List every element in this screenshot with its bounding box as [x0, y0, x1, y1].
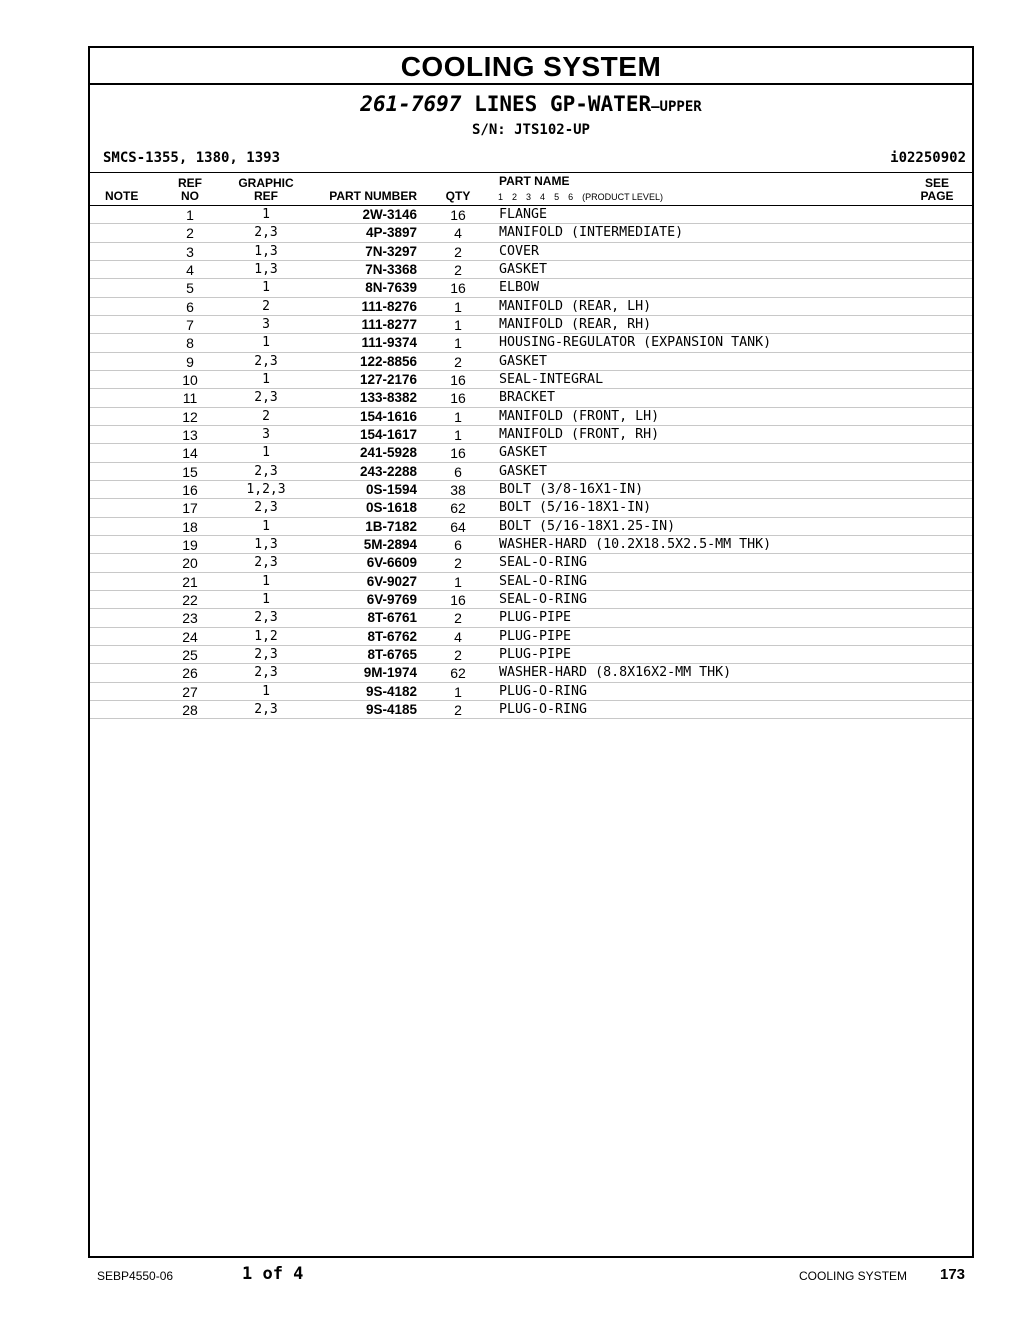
graphic-ref-cell: 1 — [262, 591, 270, 607]
ref-no-cell: 21 — [182, 573, 198, 590]
qty-cell: 1 — [454, 298, 462, 315]
ref-no-cell: 13 — [182, 426, 198, 443]
part-name-cell: MANIFOLD (REAR, LH) — [499, 298, 652, 314]
ref-no-cell: 17 — [182, 500, 198, 517]
graphic-ref-cell: 1,3 — [254, 243, 278, 259]
ref-no-cell: 14 — [182, 445, 198, 462]
part-number-cell: 7N-3297 — [365, 243, 417, 259]
part-number-cell: 111-8276 — [361, 298, 417, 314]
part-name-cell: GASKET — [499, 445, 548, 461]
group-name: LINES GP-WATER — [474, 92, 652, 116]
level-1: 1 — [498, 192, 504, 202]
header-divider — [90, 172, 972, 173]
table-row — [90, 628, 972, 646]
part-name-cell: ELBOW — [499, 280, 540, 296]
part-name-cell: BOLT (3/8-16X1-IN) — [499, 481, 644, 497]
graphic-ref-cell: 3 — [262, 426, 270, 442]
graphic-ref-cell: 1 — [262, 335, 270, 351]
qty-cell: 2 — [454, 261, 462, 278]
graphic-ref-cell: 2,3 — [254, 500, 278, 516]
qty-cell: 2 — [454, 646, 462, 663]
graphic-ref-cell: 2,3 — [254, 665, 278, 681]
table-row — [90, 243, 972, 261]
table-row — [90, 554, 972, 572]
part-number-cell: 8T-6762 — [367, 628, 417, 644]
group-title — [90, 92, 972, 116]
graphic-ref-cell: 1,2,3 — [246, 481, 286, 497]
ref-no-cell: 26 — [182, 665, 198, 682]
footer-doc-id: SEBP4550-06 — [97, 1269, 174, 1283]
ref-no-cell: 16 — [182, 481, 198, 498]
part-number-cell: 9S-4185 — [365, 701, 417, 717]
qty-cell: 1 — [454, 316, 462, 333]
col-ref-bottom: NO — [181, 189, 199, 203]
qty-cell: 4 — [454, 628, 462, 645]
table-row — [90, 683, 972, 701]
ref-no-cell: 15 — [182, 463, 198, 480]
qty-cell: 16 — [450, 371, 466, 388]
ref-no-cell: 27 — [182, 683, 198, 700]
footer-page-of: 1 of 4 — [242, 1264, 304, 1284]
part-name-cell: PLUG-PIPE — [499, 628, 572, 644]
part-name-cell: BOLT (5/16-18X1.25-IN) — [499, 518, 676, 534]
qty-cell: 62 — [450, 500, 466, 517]
ref-no-cell: 1 — [186, 207, 194, 223]
ref-no-cell: 9 — [186, 353, 194, 370]
part-number-cell: 6V-6609 — [366, 555, 417, 571]
graphic-ref-cell: 1 — [262, 573, 270, 589]
qty-cell: 62 — [450, 665, 466, 682]
level-5: 5 — [554, 192, 560, 202]
graphic-ref-cell: 2 — [262, 408, 270, 424]
graphic-ref-cell: 1 — [262, 683, 270, 699]
part-number-cell: 111-9374 — [361, 335, 417, 351]
table-row — [90, 499, 972, 517]
qty-cell: 6 — [454, 463, 462, 480]
graphic-ref-cell: 1,3 — [254, 261, 278, 277]
part-name-cell: BOLT (5/16-18X1-IN) — [499, 500, 652, 516]
table-row — [90, 609, 972, 627]
levels-label: (PRODUCT LEVEL) — [582, 192, 663, 202]
part-name-cell: GASKET — [499, 261, 548, 277]
ref-no-cell: 5 — [186, 280, 194, 297]
qty-cell: 38 — [450, 481, 466, 498]
table-row — [90, 426, 972, 444]
col-note: NOTE — [105, 189, 139, 203]
table-row — [90, 664, 972, 682]
part-name-cell: GASKET — [499, 463, 548, 479]
part-number-cell: 8N-7639 — [365, 280, 417, 296]
level-4: 4 — [540, 192, 546, 202]
part-name-cell: BRACKET — [499, 390, 556, 406]
qty-cell: 16 — [450, 591, 466, 608]
part-name-cell: SEAL-O-RING — [499, 555, 588, 571]
part-name-cell: SEAL-O-RING — [499, 591, 588, 607]
ref-no-cell: 2 — [186, 225, 194, 242]
part-name-cell: PLUG-PIPE — [499, 610, 572, 626]
col-see-bottom: PAGE — [920, 189, 954, 203]
table-row — [90, 261, 972, 279]
qty-cell: 64 — [450, 518, 466, 535]
graphic-ref-cell: 2 — [262, 298, 270, 314]
ref-no-cell: 28 — [182, 701, 198, 718]
qty-cell: 2 — [454, 555, 462, 572]
part-number-cell: 111-8277 — [361, 316, 417, 332]
ref-no-cell: 12 — [182, 408, 198, 425]
part-number-cell: 6V-9769 — [366, 591, 417, 607]
part-number-cell: 8T-6761 — [367, 610, 417, 626]
qty-cell: 4 — [454, 225, 462, 242]
col-graphic-bottom: REF — [254, 189, 278, 203]
qty-cell: 16 — [450, 445, 466, 462]
parts-table — [90, 206, 972, 719]
illustration-id: i02250902 — [890, 150, 966, 166]
qty-cell: 2 — [454, 610, 462, 627]
graphic-ref-cell: 1,3 — [254, 536, 278, 552]
part-name-cell: MANIFOLD (FRONT, RH) — [499, 426, 660, 442]
graphic-ref-cell: 2,3 — [254, 701, 278, 717]
part-number-cell: 241-5928 — [359, 445, 417, 461]
ref-no-cell: 25 — [182, 646, 198, 663]
part-name-cell: GASKET — [499, 353, 548, 369]
qty-cell: 1 — [454, 408, 462, 425]
col-graphic-top: GRAPHIC — [238, 176, 294, 190]
table-row — [90, 316, 972, 334]
part-number-cell: 4P-3897 — [365, 225, 417, 241]
graphic-ref-cell: 2,3 — [254, 463, 278, 479]
level-3: 3 — [526, 192, 532, 202]
col-see-top: SEE — [924, 176, 949, 190]
parts-list-frame — [88, 46, 974, 1258]
group-suffix: —UPPER — [651, 99, 702, 115]
table-row — [90, 298, 972, 316]
part-name-cell: SEAL-INTEGRAL — [499, 371, 604, 387]
graphic-ref-cell: 2,3 — [254, 225, 278, 241]
table-row — [90, 481, 972, 499]
graphic-ref-cell: 2,3 — [254, 610, 278, 626]
table-row — [90, 334, 972, 352]
ref-no-cell: 6 — [186, 298, 194, 315]
graphic-ref-cell: 1 — [262, 371, 270, 387]
ref-no-cell: 18 — [182, 518, 198, 535]
ref-no-cell: 22 — [182, 591, 198, 608]
table-row — [90, 646, 972, 664]
graphic-ref-cell: 1 — [262, 445, 270, 461]
table-row — [90, 371, 972, 389]
graphic-ref-cell: 1 — [262, 280, 270, 296]
graphic-ref-cell: 1,2 — [254, 628, 278, 644]
part-number-cell: 154-1616 — [359, 408, 417, 424]
qty-cell: 16 — [450, 390, 466, 407]
graphic-ref-cell: 3 — [262, 316, 270, 332]
table-row — [90, 353, 972, 371]
part-name-cell: PLUG-PIPE — [499, 646, 572, 662]
level-2: 2 — [512, 192, 518, 202]
col-qty: QTY — [445, 189, 471, 203]
part-name-cell: MANIFOLD (INTERMEDIATE) — [499, 225, 684, 241]
table-row — [90, 224, 972, 242]
qty-cell: 2 — [454, 701, 462, 718]
qty-cell: 16 — [450, 280, 466, 297]
footer-section: COOLING SYSTEM — [799, 1269, 908, 1283]
graphic-ref-cell: 1 — [262, 518, 270, 534]
group-part-number: 261-7697 — [360, 92, 462, 116]
part-number-cell: 0S-1618 — [365, 500, 417, 516]
footer-page-number: 173 — [940, 1266, 966, 1283]
part-name-cell: PLUG-O-RING — [499, 701, 588, 717]
qty-cell: 1 — [454, 573, 462, 590]
part-number-cell: 1B-7182 — [365, 518, 417, 534]
part-number-cell: 154-1617 — [359, 426, 417, 442]
ref-no-cell: 4 — [186, 261, 194, 278]
part-name-cell: PLUG-O-RING — [499, 683, 588, 699]
graphic-ref-cell: 2,3 — [254, 646, 278, 662]
part-number-cell: 9S-4182 — [365, 683, 417, 699]
smcs-codes: SMCS-1355, 1380, 1393 — [103, 150, 281, 166]
ref-no-cell: 8 — [186, 335, 194, 352]
part-number-cell: 0S-1594 — [365, 481, 417, 497]
part-name-cell: MANIFOLD (REAR, RH) — [499, 316, 652, 332]
table-row — [90, 591, 972, 609]
part-number-cell: 8T-6765 — [367, 646, 417, 662]
qty-cell: 2 — [454, 353, 462, 370]
table-row — [90, 536, 972, 554]
ref-no-cell: 11 — [182, 390, 198, 407]
qty-cell: 2 — [454, 243, 462, 260]
part-number-cell: 122-8856 — [359, 353, 417, 369]
part-name-cell: FLANGE — [499, 207, 548, 222]
ref-no-cell: 7 — [186, 316, 194, 333]
part-number-cell: 133-8382 — [359, 390, 417, 406]
qty-cell: 1 — [454, 335, 462, 352]
part-number-cell: 5M-2894 — [363, 536, 417, 552]
col-part-number: PART NUMBER — [329, 189, 417, 203]
graphic-ref-cell: 2,3 — [254, 555, 278, 571]
col-ref-top: REF — [178, 176, 202, 190]
ref-no-cell: 3 — [186, 243, 194, 260]
ref-no-cell: 19 — [182, 536, 198, 553]
col-part-name: PART NAME — [499, 174, 570, 188]
part-name-cell: HOUSING-REGULATOR (EXPANSION TANK) — [499, 335, 772, 351]
title-divider — [90, 83, 972, 85]
part-number-cell: 2W-3146 — [362, 207, 417, 222]
table-row — [90, 573, 972, 591]
table-row — [90, 518, 972, 536]
part-number-cell: 6V-9027 — [366, 573, 417, 589]
qty-cell: 6 — [454, 536, 462, 553]
qty-cell: 1 — [454, 683, 462, 700]
part-number-cell: 9M-1974 — [363, 665, 417, 681]
part-name-cell: COVER — [499, 243, 540, 259]
serial-range: S/N: JTS102-UP — [471, 122, 590, 138]
qty-cell: 1 — [454, 426, 462, 443]
ref-no-cell: 20 — [182, 555, 198, 572]
part-name-cell: MANIFOLD (FRONT, LH) — [499, 408, 660, 424]
system-title: COOLING SYSTEM — [400, 51, 662, 82]
table-row — [90, 444, 972, 462]
qty-cell: 16 — [450, 207, 466, 223]
table-row — [90, 408, 972, 426]
graphic-ref-cell: 2,3 — [254, 353, 278, 369]
graphic-ref-cell: 1 — [262, 207, 270, 222]
table-row — [90, 463, 972, 481]
ref-no-cell: 23 — [182, 610, 198, 627]
part-name-cell: WASHER-HARD (10.2X18.5X2.5-MM THK) — [499, 536, 772, 552]
ref-no-cell: 24 — [182, 628, 198, 645]
table-row — [90, 389, 972, 407]
graphic-ref-cell: 2,3 — [254, 390, 278, 406]
part-number-cell: 127-2176 — [359, 371, 417, 387]
table-row — [90, 701, 972, 719]
level-6: 6 — [568, 192, 574, 202]
ref-no-cell: 10 — [182, 371, 198, 388]
part-number-cell: 7N-3368 — [365, 261, 417, 277]
part-name-cell: WASHER-HARD (8.8X16X2-MM THK) — [499, 665, 732, 681]
table-row — [90, 206, 972, 224]
part-number-cell: 243-2288 — [359, 463, 417, 479]
table-row — [90, 279, 972, 297]
product-levels — [498, 192, 672, 202]
part-name-cell: SEAL-O-RING — [499, 573, 588, 589]
